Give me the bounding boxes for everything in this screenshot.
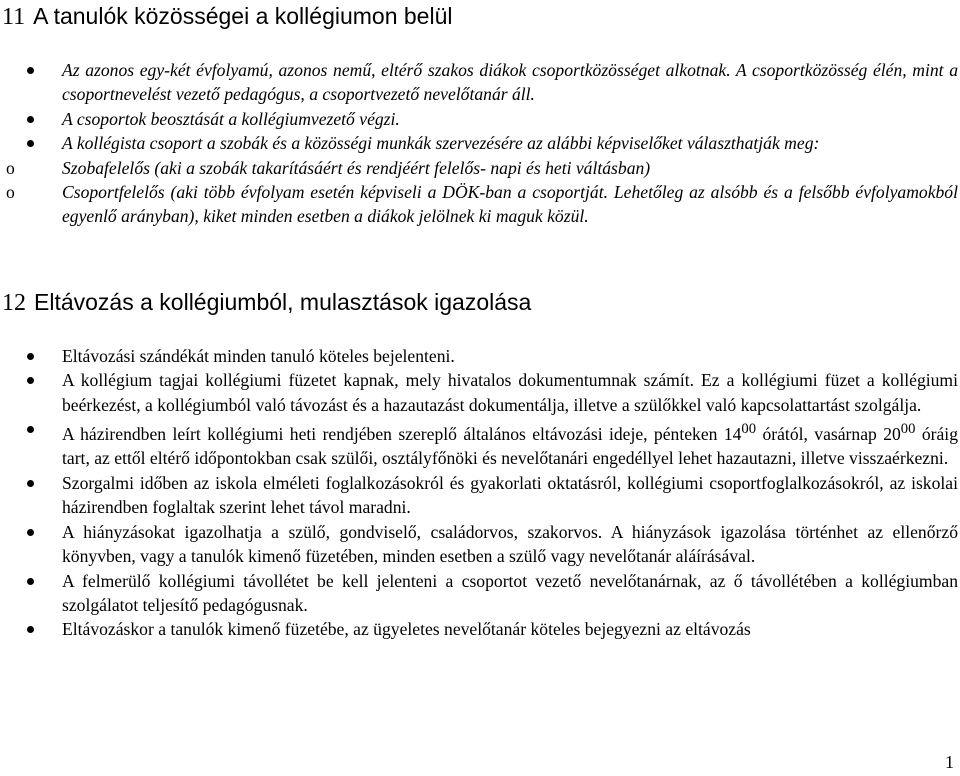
section-11-number: 11 bbox=[2, 4, 26, 30]
list-item-text: Eltávozási szándékát minden tanuló köteles bejelenteni. bbox=[62, 346, 455, 366]
bullet-icon bbox=[27, 353, 34, 360]
bullet-icon bbox=[27, 67, 34, 74]
section-12-title: Eltávozás a kollégiumból, mulasztások igazolása bbox=[34, 289, 532, 315]
sublist-continuation-text: Lehetőleg az alsóbb és a felsőbb évfolyamokból egyenlő arányban), kiket minden esetben a diákok jelölnek ki maguk közül. bbox=[62, 182, 958, 227]
section-11-title: A tanulók közösségei a kollégiumon belül bbox=[33, 3, 453, 29]
list-item bbox=[0, 58, 960, 107]
list-item-text bbox=[62, 421, 958, 469]
circle-bullet-icon: o bbox=[6, 182, 15, 203]
list-item bbox=[0, 131, 960, 229]
list-item-text: A felmerülő kollégiumi távollétet be kell jelenteni a csoportot vezető nevelőtanárnak, az ő távollétében a kollégiumban szolgálatot teljesítő pedagógusnak. bbox=[62, 570, 958, 615]
list-item bbox=[0, 344, 960, 368]
bullet-icon bbox=[27, 377, 34, 384]
bullet-icon bbox=[27, 140, 34, 147]
list-item bbox=[0, 471, 960, 520]
section-11-list bbox=[0, 58, 960, 229]
list-item bbox=[0, 107, 960, 131]
list-item-text: Szorgalmi időben az iskola elméleti foglalkozásokról és gyakorlati oktatásról, kollégiumi csoportfoglalkozásokról, az iskolai házirendben foglaltak szerint lehet távol maradni. bbox=[62, 472, 958, 518]
sublist-item-text: Csoportfelelős (aki több évfolyam esetén képviseli a DÖK-ban a csoportját. bbox=[62, 182, 608, 203]
representatives-sublist bbox=[6, 156, 958, 229]
list-item-text: A kollégium tagjai kollégiumi füzetet kapnak, mely hivatalos dokumentumnak számít. Ez a kollégiumi füzet a kollégiumi beérkezést, a kollégiumból való távozást és a hazautazást dokumentálja, illetve a szülőkkel való kapcsolattartást szolgálja. bbox=[62, 370, 958, 415]
list-item-text-part: órától, vasárnap 20 bbox=[756, 424, 901, 445]
sublist-item-text: Szobafelelős (aki a szobák takarításáért és rendjéért felelős- napi és heti váltásban) bbox=[62, 157, 651, 178]
list-item bbox=[0, 617, 960, 641]
bullet-icon bbox=[27, 626, 34, 633]
superscript-minutes: 00 bbox=[900, 421, 916, 438]
list-item bbox=[0, 520, 960, 569]
bullet-icon bbox=[27, 529, 34, 536]
list-item-text-part: A házirendben leírt kollégiumi heti rendjében szereplő általános eltávozási ideje, pénteken 14 bbox=[62, 424, 742, 445]
bullet-icon bbox=[27, 480, 34, 487]
list-item bbox=[0, 417, 960, 471]
list-item bbox=[0, 569, 960, 618]
section-12-number: 12 bbox=[2, 290, 26, 316]
list-item-text: A hiányzásokat igazolhatja a szülő, gondviselő, családorvos, szakorvos. A hiányzások igazolása történhet az ellenőrző könyvben, vagy a tanulók kimenő füzetében, minden esetben a szülő vagy nevelőtanár aláírásával. bbox=[62, 521, 958, 567]
list-item-text: A kollégista csoport a szobák és a közösségi munkák szervezésére az alábbi képviselőket választhatják meg: bbox=[62, 133, 820, 154]
bullet-icon bbox=[27, 578, 34, 585]
bullet-icon bbox=[27, 116, 34, 123]
list-item-text-part: óráig tart, az ettől eltérő időpontokban csak szülői, osztályfőnöki és nevelőtanári engedéllyel lehet hazautazni, illetve visszaérkezni. bbox=[62, 424, 958, 469]
sublist-item bbox=[6, 156, 958, 180]
superscript-minutes: 00 bbox=[741, 421, 757, 438]
section-11-heading bbox=[2, 1, 453, 32]
list-item bbox=[0, 368, 960, 417]
list-item-text: Az azonos egy-két évfolyamú, azonos nemű, eltérő szakos diákok csoportközösséget alkotnak. A csoportközösség élén, mint a csoportnevelést vezető pedagógus, a csoportvezető nevelőtanár áll. bbox=[62, 60, 958, 105]
sublist-item bbox=[6, 180, 958, 229]
section-12-heading bbox=[2, 287, 531, 318]
section-12-list bbox=[0, 344, 960, 642]
list-item-text: Eltávozáskor a tanulók kimenő füzetébe, az ügyeletes nevelőtanár köteles bejegyezni az eltávozás bbox=[62, 619, 751, 640]
page-number: 1 bbox=[945, 752, 954, 772]
circle-bullet-icon: o bbox=[6, 157, 15, 178]
bullet-icon bbox=[27, 426, 34, 433]
list-item-text: A csoportok beosztását a kollégiumvezető végzi. bbox=[62, 108, 400, 129]
